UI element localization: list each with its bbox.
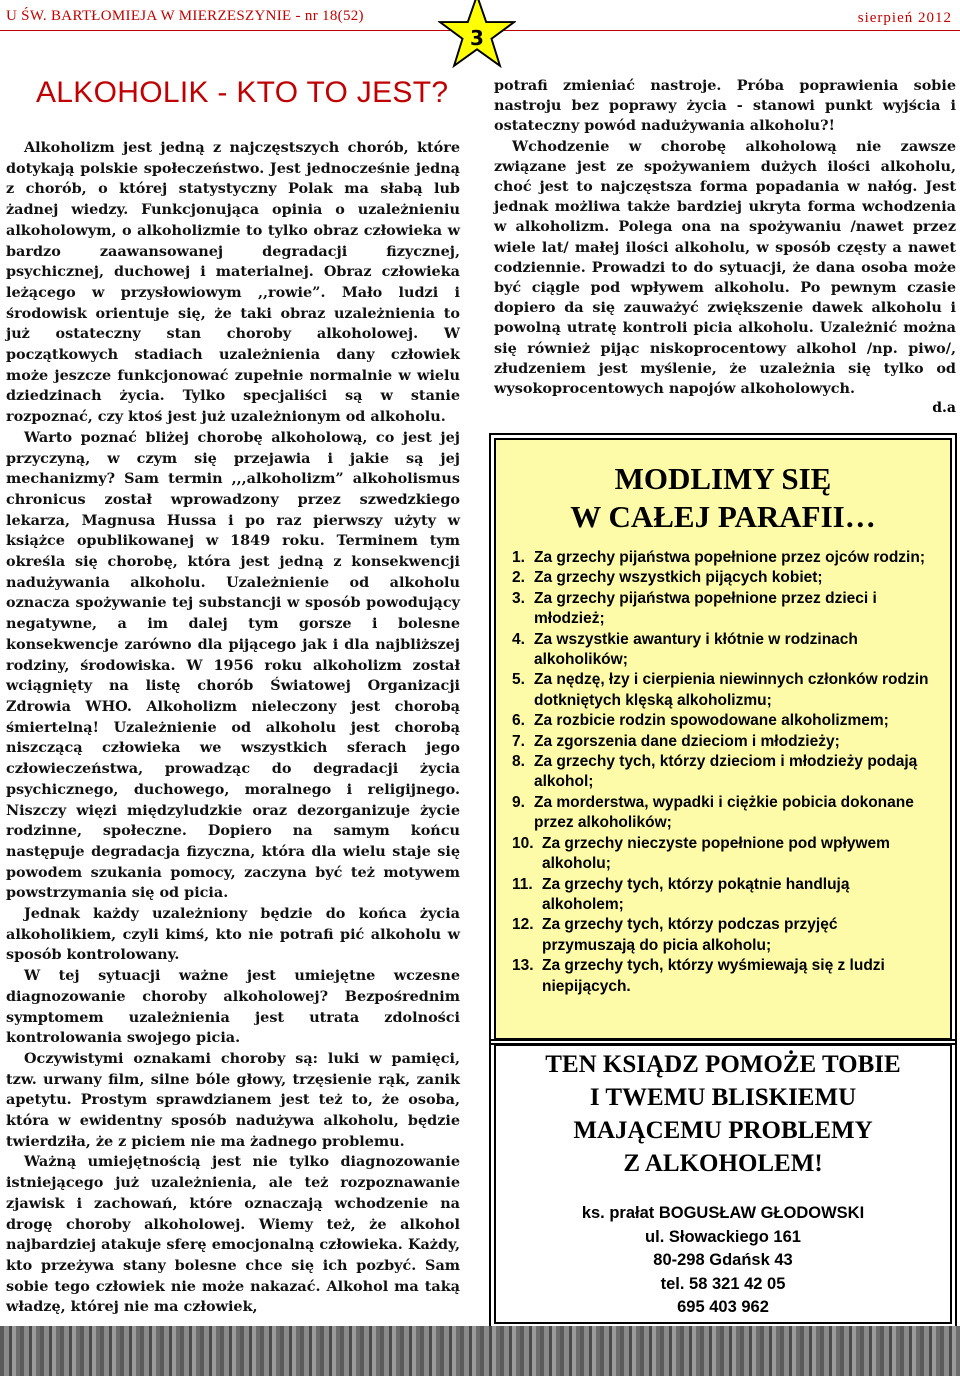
contact-phone: tel. 58 321 42 05 bbox=[660, 1274, 786, 1293]
article-continuation bbox=[494, 76, 956, 399]
prayer-item-number: 13. bbox=[512, 957, 534, 975]
prayer-item-number: 7. bbox=[512, 732, 525, 750]
help-contact bbox=[496, 1202, 950, 1320]
article-paragraph: W tej sytuacji ważne jest umiejętne wczesne diagnozowanie choroby alkoholowej? Bezpośrednim symptomem uzależnienia jest utrata zdolności kontrolowania swojego picia. bbox=[6, 967, 460, 1047]
contact-city: 80-298 Gdańsk 43 bbox=[653, 1251, 793, 1269]
article-paragraph: Alkoholizm jest jedną z najczęstszych chorób, które dotykają polskie społeczeństwo. Jest jednocześnie jedną z chorób, o której statystyczny Polak ma słabą lub żadnej wiedzy. Funkcjonująca opinia o uzależnieniu alkoholowym, o alkoholizmie to tylko obraz człowieka w bardzo zaawansowanej degradacji fizycznej, psychicznej, duchowej i materialnej. Obraz człowieka leżącego w przysłowiowym ,,rowie”. Mało ludzi i środowisk orientuje się, że taki obraz uzależnienia to już ostateczny stan choroby alkoholowej. W początkowych stadiach uzależnienia dany człowiek może jeszcze funkcjonować zupełnie normalnie w wielu dziedzinach życia. Tylko specjaliści są w stanie rozpoznać, czy ktoś jest już uzależnionym od alkoholu. bbox=[6, 139, 460, 426]
prayer-item bbox=[512, 548, 934, 568]
prayer-item-text: Za grzechy wszystkich pijących kobiet; bbox=[534, 569, 823, 587]
prayer-item-text: Za grzechy pijaństwa popełnione przez dzieci i młodzież; bbox=[534, 589, 877, 628]
header-date: sierpień 2012 bbox=[857, 10, 952, 26]
prayer-item bbox=[512, 875, 934, 916]
prayer-title-line: W CAŁEJ PARAFII… bbox=[570, 499, 876, 534]
help-box bbox=[494, 1044, 952, 1324]
prayer-item-number: 2. bbox=[512, 569, 525, 587]
prayer-item-number: 10. bbox=[512, 834, 534, 852]
prayer-item-number: 4. bbox=[512, 630, 525, 648]
prayer-item bbox=[512, 915, 934, 956]
prayer-item bbox=[512, 752, 934, 793]
prayer-item bbox=[512, 589, 934, 630]
help-title-line: I TWEMU BLISKIEMU bbox=[589, 1084, 857, 1111]
page-number: 3 bbox=[470, 26, 484, 50]
footer-texture-bar bbox=[0, 1326, 960, 1376]
prayer-item-text: Za rozbicie rodzin spowodowane alkoholizmem; bbox=[534, 712, 889, 730]
article-left-column bbox=[6, 70, 460, 1318]
contact-street: ul. Słowackiego 161 bbox=[645, 1227, 801, 1246]
prayer-item-number: 6. bbox=[512, 712, 525, 730]
article-title: ALKOHOLIK - KTO TO JEST? bbox=[36, 76, 449, 109]
prayer-box bbox=[494, 438, 952, 1040]
prayer-item-text: Za zgorszenia dane dzieciom i młodzieży; bbox=[534, 732, 840, 750]
prayer-item bbox=[512, 956, 934, 997]
help-title-line: Z ALKOHOLEM! bbox=[623, 1150, 823, 1177]
header-parish-issue: U ŚW. BARTŁOMIEJA W MIERZESZYNIE - nr 18(52) bbox=[6, 8, 364, 24]
prayer-item-number: 9. bbox=[512, 793, 525, 811]
contact-name: ks. prałat BOGUSŁAW GŁODOWSKI bbox=[581, 1204, 865, 1222]
article-body bbox=[6, 138, 460, 1318]
prayer-item-text: Za grzechy tych, którzy podczas przyjęć przymuszają do picia alkoholu; bbox=[542, 916, 838, 954]
prayer-item-number: 12. bbox=[512, 916, 534, 934]
prayer-item-number: 5. bbox=[512, 671, 525, 689]
prayer-item-text: Za nędzę, łzy i cierpienia niewinnych członków rodzin dotkniętych klęską alkoholizmu; bbox=[534, 671, 929, 709]
prayer-item-number: 11. bbox=[512, 875, 533, 893]
prayer-item bbox=[512, 711, 934, 731]
prayer-item bbox=[512, 670, 934, 711]
article-paragraph: Ważną umiejętnością jest nie tylko diagnozowanie istniejącego już uzależnienia, ale też rozpoznawanie zjawisk i zachowań, które oznaczają wchodzenie na drogę choroby alkoholowej. Wiemy też, że alkohol najbardziej atakuje sferę emocjonalną człowieka. Każdy, kto przeżywa stany bolesne chce się ich pozbyć. Sam sobie tego człowiek nie może nakazać. Alkohol ma taką władzę, której nie ma człowiek, bbox=[6, 1153, 460, 1316]
prayer-item-text: Za grzechy tych, którzy dzieciom i młodzieży podają alkohol; bbox=[534, 753, 918, 791]
prayer-item bbox=[512, 630, 934, 671]
article-right-column bbox=[494, 76, 956, 416]
prayer-item-text: Za morderstwa, wypadki i ciężkie pobicia dokonane przez alkoholików; bbox=[534, 793, 914, 832]
help-title-line: MAJĄCEMU PROBLEMY bbox=[573, 1117, 873, 1144]
prayer-item-number: 8. bbox=[512, 753, 525, 771]
prayer-item-text: Za grzechy tych, którzy wyśmiewają się z ludzi niepijących. bbox=[542, 957, 885, 995]
prayer-list bbox=[512, 548, 934, 997]
article-paragraph: Jednak każdy uzależniony będzie do końca życia alkoholikiem, czyli kimś, kto nie potrafi pić alkoholu w sposób kontrolowany. bbox=[6, 905, 460, 964]
prayer-item-number: 3. bbox=[512, 589, 525, 607]
help-title bbox=[496, 1048, 950, 1180]
help-title-line: TEN KSIĄDZ POMOŻE TOBIE bbox=[545, 1051, 901, 1078]
article-signature: d.a bbox=[932, 400, 956, 417]
prayer-item-number: 1. bbox=[512, 549, 525, 566]
prayer-item-text: Za grzechy nieczyste popełnione pod wpływem alkoholu; bbox=[542, 834, 890, 873]
prayer-title-line: MODLIMY SIĘ bbox=[614, 461, 832, 496]
article-paragraph: Warto poznać bliżej chorobę alkoholową, co jest jej przyczyną, w czym się przejawia i jakie są jej mechanizmy? Sam termin ,,,alkoholizm” alkoholismus chronicus został wprowadzony przez szwedzkiego lekarza, Magnusa Hussa i po raz pierwszy użyty w książce opublikowanej w 1849 roku. Terminem tym określa się chorobę, która jest jedną z konsekwencji nadużywania alkoholu. Uzależnienie od alkoholu oznacza spożywanie tej substancji w sposób powodujący negatywne, a im dalej tym gorsze i bolesne konsekwencje zarówno dla pijącego jak i dla najbliższej rodziny, środowiska. W 1956 roku alkoholizm został wciągnięty na listę chorób Światowej Organizacji Zdrowia WHO. Alkoholizm nieleczony jest chorobą śmiertelną! Uzależnienie od alkoholu jest chorobą niszczącą człowieka we wszystkich sferach jego człowieczeństwa, prowadząc do degradacji życia psychicznego, duchowego, moralnego i religijnego. Niszczy więzi międzyludzkie oraz dezorganizuje życie rodzinne, społeczne. Dopiero na samym końcu następuje degradacja fizyczna, która dla wielu staje się powodem szukania pomocy, zaczyna być też motywem powstrzymania się od picia. bbox=[6, 428, 460, 902]
prayer-item bbox=[512, 732, 934, 752]
contact-mobile: 695 403 962 bbox=[677, 1298, 769, 1316]
prayer-item-text: Za wszystkie awantury i kłótnie w rodzinach alkoholików; bbox=[534, 630, 858, 669]
prayer-item bbox=[512, 834, 934, 875]
prayer-item bbox=[512, 568, 934, 588]
article-paragraph: Wchodzenie w chorobę alkoholową nie zawsze związane jest ze spożywaniem dużych ilości alkoholu, choć jest to najczęstsza forma popadania w nałóg. Jest jednak możliwa także bardziej ukryta forma wchodzenia w alkoholizm. Polega ona na spożywaniu /nawet przez wiele lat/ małej ilości alkoholu, w sposób częsty a nawet codziennie. Prowadzi to do sytuacji, że dana osoba może być ciągle pod wpływem alkoholu. Po pewnym czasie dopiero da się zauważyć zwiększenie dawek alkoholu i powolną utratę kontroli picia alkoholu. Uzależnić można się również pijąc niskoprocentowy alkohol /np. piwo/, złudzeniem jest myślenie, że uzależnia się tylko od wysokoprocentowych napojów alkoholowych. bbox=[494, 137, 956, 398]
prayer-item-text: Za grzechy tych, którzy pokątnie handlują alkoholem; bbox=[542, 875, 850, 913]
prayer-item-text: Za grzechy pijaństwa popełnione przez ojców rodzin; bbox=[534, 549, 925, 566]
prayer-title bbox=[496, 460, 950, 536]
prayer-item bbox=[512, 793, 934, 834]
article-paragraph: potrafi zmieniać nastroje. Próba poprawienia sobie nastroju bez poprawy życia - stanowi punkt wyjścia i ostateczny powód nadużywania alkoholu?! bbox=[494, 77, 956, 135]
article-paragraph: Oczywistymi oznakami choroby są: luki w pamięci, tzw. urwany film, silne bóle głowy, trzęsienie rąk, zanik apetytu. Prostym sprawdzianem jest też to, że osoba, która w ewidentny sposób nadużywa alkoholu, będzie twierdziła, że z piciem nie ma żadnego problemu. bbox=[6, 1049, 460, 1150]
